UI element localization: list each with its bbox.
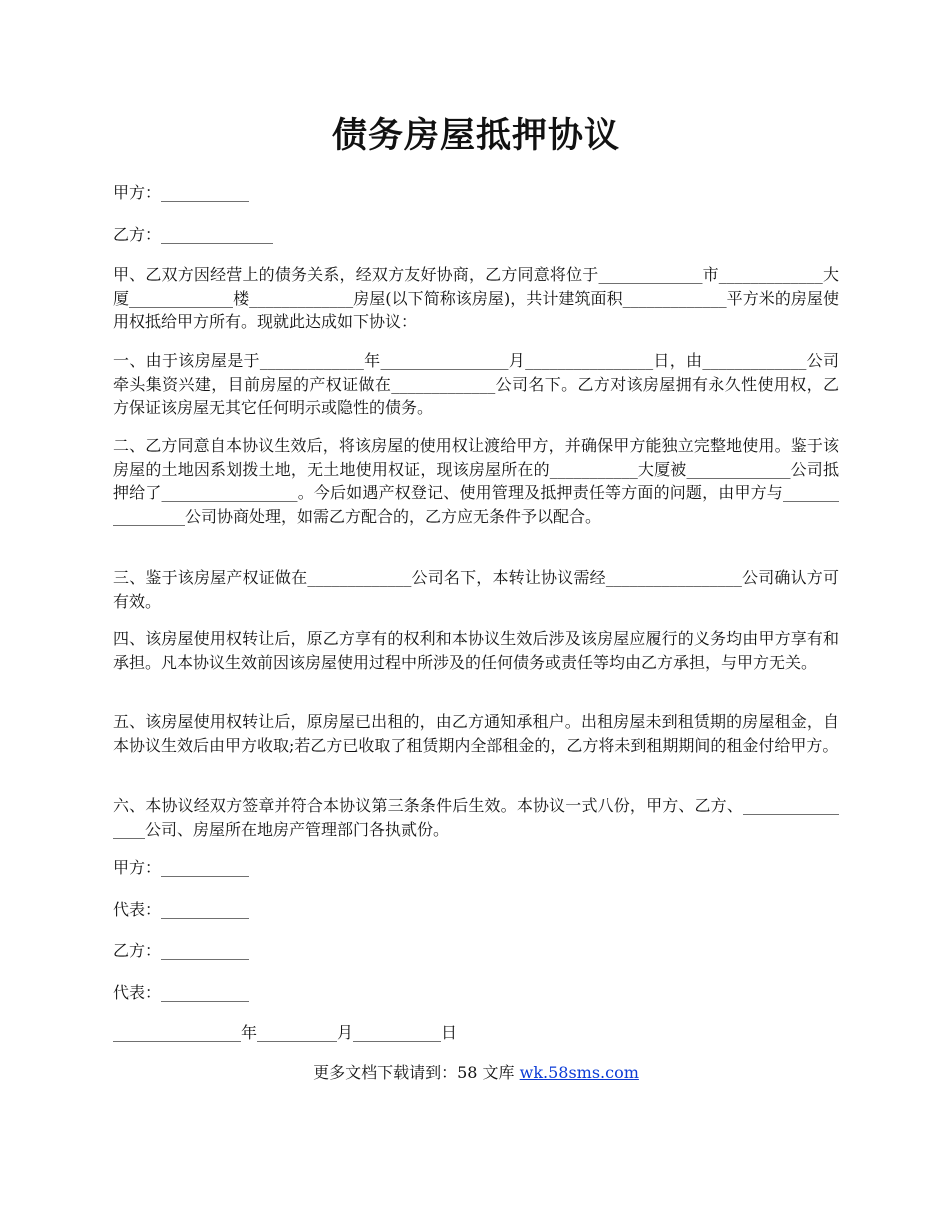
signature-party-b: 乙方：___________: [113, 941, 250, 960]
paragraph-clause-4: 四、该房屋使用权转让后，原乙方享有的权利和本协议生效后涉及该房屋应履行的义务均由甲方享有和承担。凡本协议生效前因该房屋使用过程中所涉及的任何债务或责任等均由乙方承担，与甲方无关。: [113, 629, 839, 672]
paragraph-clause-2: 二、乙方同意自本协议生效后，将该房屋的使用权让渡给甲方，并确保甲方能独立完整地使用。鉴于该房屋的土地因系划拨土地，无土地使用权证，现该房屋所在的___________大厦被_____________公司抵押给了_________________。今后如遇产权登记、使用管理及抵押责任等方面的问题，由甲方与________________公司协商处理，如需乙方配合的，乙方应无条件予以配合。: [113, 436, 839, 526]
document-title: 债务房屋抵押协议: [331, 115, 620, 156]
signature-representative-a: 代表：___________: [113, 900, 250, 919]
paragraph-clause-3: 三、鉴于该房屋产权证做在_____________公司名下，本转让协议需经_________________公司确认方可有效。: [113, 568, 839, 611]
paragraph-intro: 甲、乙双方因经营上的债务关系，经双方友好协商，乙方同意将位于_____________市_____________大厦_____________楼_____________房屋(以下简称该房屋)，共计建筑面积_____________平方米的房屋使用权抵给甲方所有。现就此达成如下协议：: [113, 265, 839, 331]
signature-representative-b: 代表：___________: [113, 983, 250, 1002]
paragraph-clause-6: 六、本协议经双方签章并符合本协议第三条条件后生效。本协议一式八份，甲方、乙方、________________公司、房屋所在地房产管理部门各执贰份。: [113, 796, 839, 839]
download-footer: [113, 1061, 839, 1085]
footer-text: 更多文档下载请到：58 文库: [313, 1063, 520, 1082]
footer-link[interactable]: wk.58sms.com: [519, 1063, 639, 1082]
signature-party-a: 甲方：___________: [113, 858, 250, 877]
paragraph-clause-5: 五、该房屋使用权转让后，原房屋已出租的，由乙方通知承租户。出租房屋未到租赁期的房屋租金，自本协议生效后由甲方收取;若乙方已收取了租赁期内全部租金的，乙方将未到租期期间的租金付给甲方。: [113, 712, 839, 755]
signature-date: ________________年__________月___________日: [113, 1023, 458, 1042]
header-party-b: 乙方：______________: [113, 225, 274, 244]
header-party-a: 甲方：___________: [113, 183, 250, 202]
paragraph-clause-1: 一、由于该房屋是于_____________年________________月________________日，由_____________公司牵头集资兴建，目前房屋的产权证做在_____________公司名下。乙方对该房屋拥有永久性使用权，乙方保证该房屋无其它任何明示或隐性的债务。: [113, 351, 839, 417]
